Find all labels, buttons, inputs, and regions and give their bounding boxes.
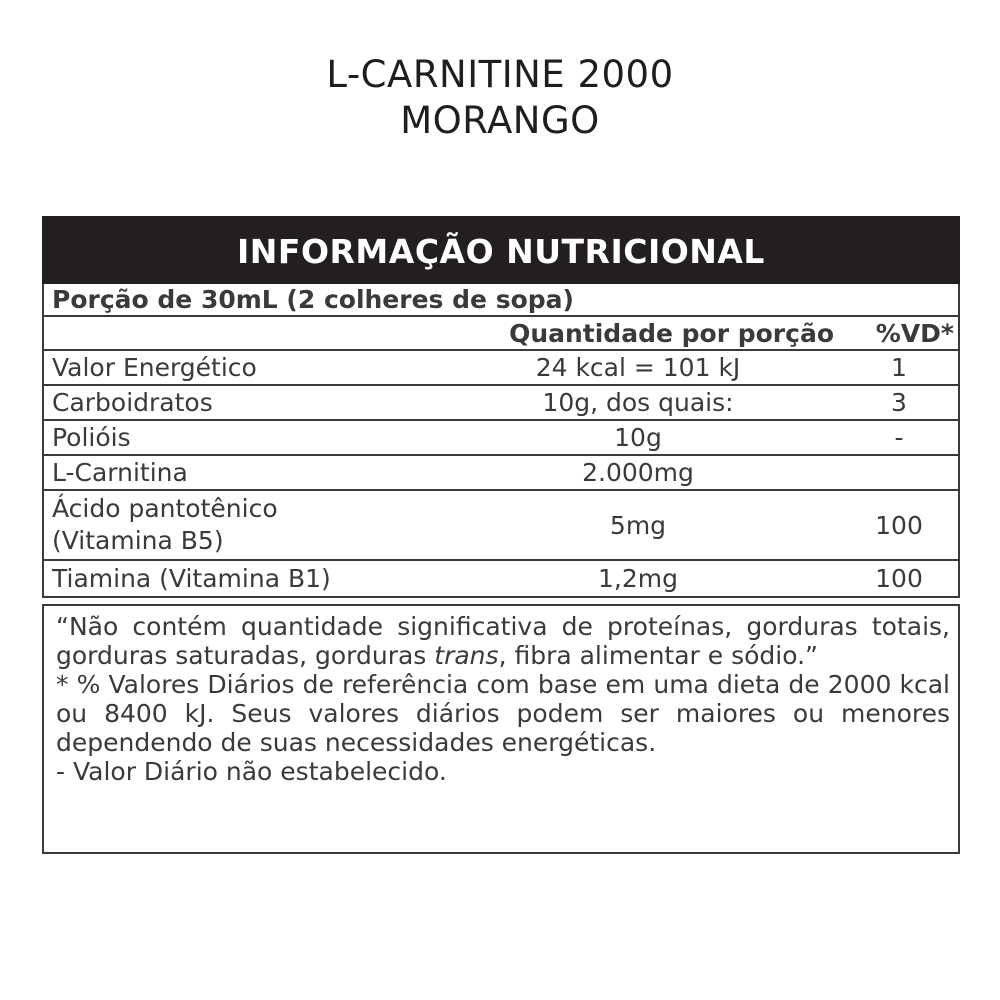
footnote-not-significant xyxy=(56,612,950,670)
nutrient-vd: - xyxy=(894,423,904,452)
nutrient-quantity: 2.000mg xyxy=(582,458,694,487)
column-header-vd: %VD* xyxy=(875,318,954,348)
nutrition-header: INFORMAÇÃO NUTRICIONAL xyxy=(42,216,960,284)
footnote-text-before: “Não contém quantidade significativa de proteínas, gorduras totais, gorduras saturadas, gorduras xyxy=(56,612,950,670)
footnotes xyxy=(42,604,960,854)
nutrient-quantity: 10g xyxy=(614,423,662,452)
nutrient-name xyxy=(44,493,436,557)
column-header-quantity: Quantidade por porção xyxy=(509,318,834,348)
nutrient-vd: 1 xyxy=(891,353,907,382)
table-row xyxy=(44,491,958,561)
footnote-daily-values: * % Valores Diários de referência com base em uma dieta de 2000 kcal ou 8400 kJ. Seus valores diários podem ser maiores ou menores dependendo de suas necessidades energéticas. xyxy=(56,670,950,757)
product-flavor: MORANGO xyxy=(400,99,600,142)
footnote-text-after: , fibra alimentar e sódio.” xyxy=(498,641,818,670)
product-title xyxy=(0,52,1000,144)
nutrient-name-line1: Ácido pantotênico xyxy=(52,494,278,523)
nutrient-name-line2: (Vitamina B5) xyxy=(52,526,224,555)
nutrient-name: Carboidratos xyxy=(52,387,213,417)
footnote-trans-italic: trans xyxy=(434,641,499,670)
nutrient-quantity: 5mg xyxy=(609,510,667,540)
nutrient-vd: 100 xyxy=(875,510,923,540)
portion-size: Porção de 30mL (2 colheres de sopa) xyxy=(52,285,574,314)
nutrient-vd: 3 xyxy=(891,388,907,417)
nutrient-name: Polióis xyxy=(52,422,131,452)
nutrient-quantity: 1,2mg xyxy=(598,564,678,593)
nutrient-name: L-Carnitina xyxy=(52,457,188,487)
table-row xyxy=(44,421,958,456)
portion-row xyxy=(44,284,958,317)
nutrient-vd: 100 xyxy=(875,564,923,593)
table-row xyxy=(44,386,958,421)
product-name: L-CARNITINE 2000 xyxy=(326,53,674,96)
nutrient-name: Valor Energético xyxy=(52,352,257,382)
nutrition-table xyxy=(42,284,960,598)
nutrient-quantity: 10g, dos quais: xyxy=(542,388,734,417)
footnote-not-established: - Valor Diário não estabelecido. xyxy=(56,757,447,786)
table-row xyxy=(44,456,958,491)
column-header-row xyxy=(44,317,958,351)
nutrient-quantity: 24 kcal = 101 kJ xyxy=(535,353,741,382)
table-row xyxy=(44,561,958,596)
nutrient-name: Tiamina (Vitamina B1) xyxy=(52,563,331,593)
table-row xyxy=(44,351,958,386)
nutrition-facts-label xyxy=(42,216,960,854)
